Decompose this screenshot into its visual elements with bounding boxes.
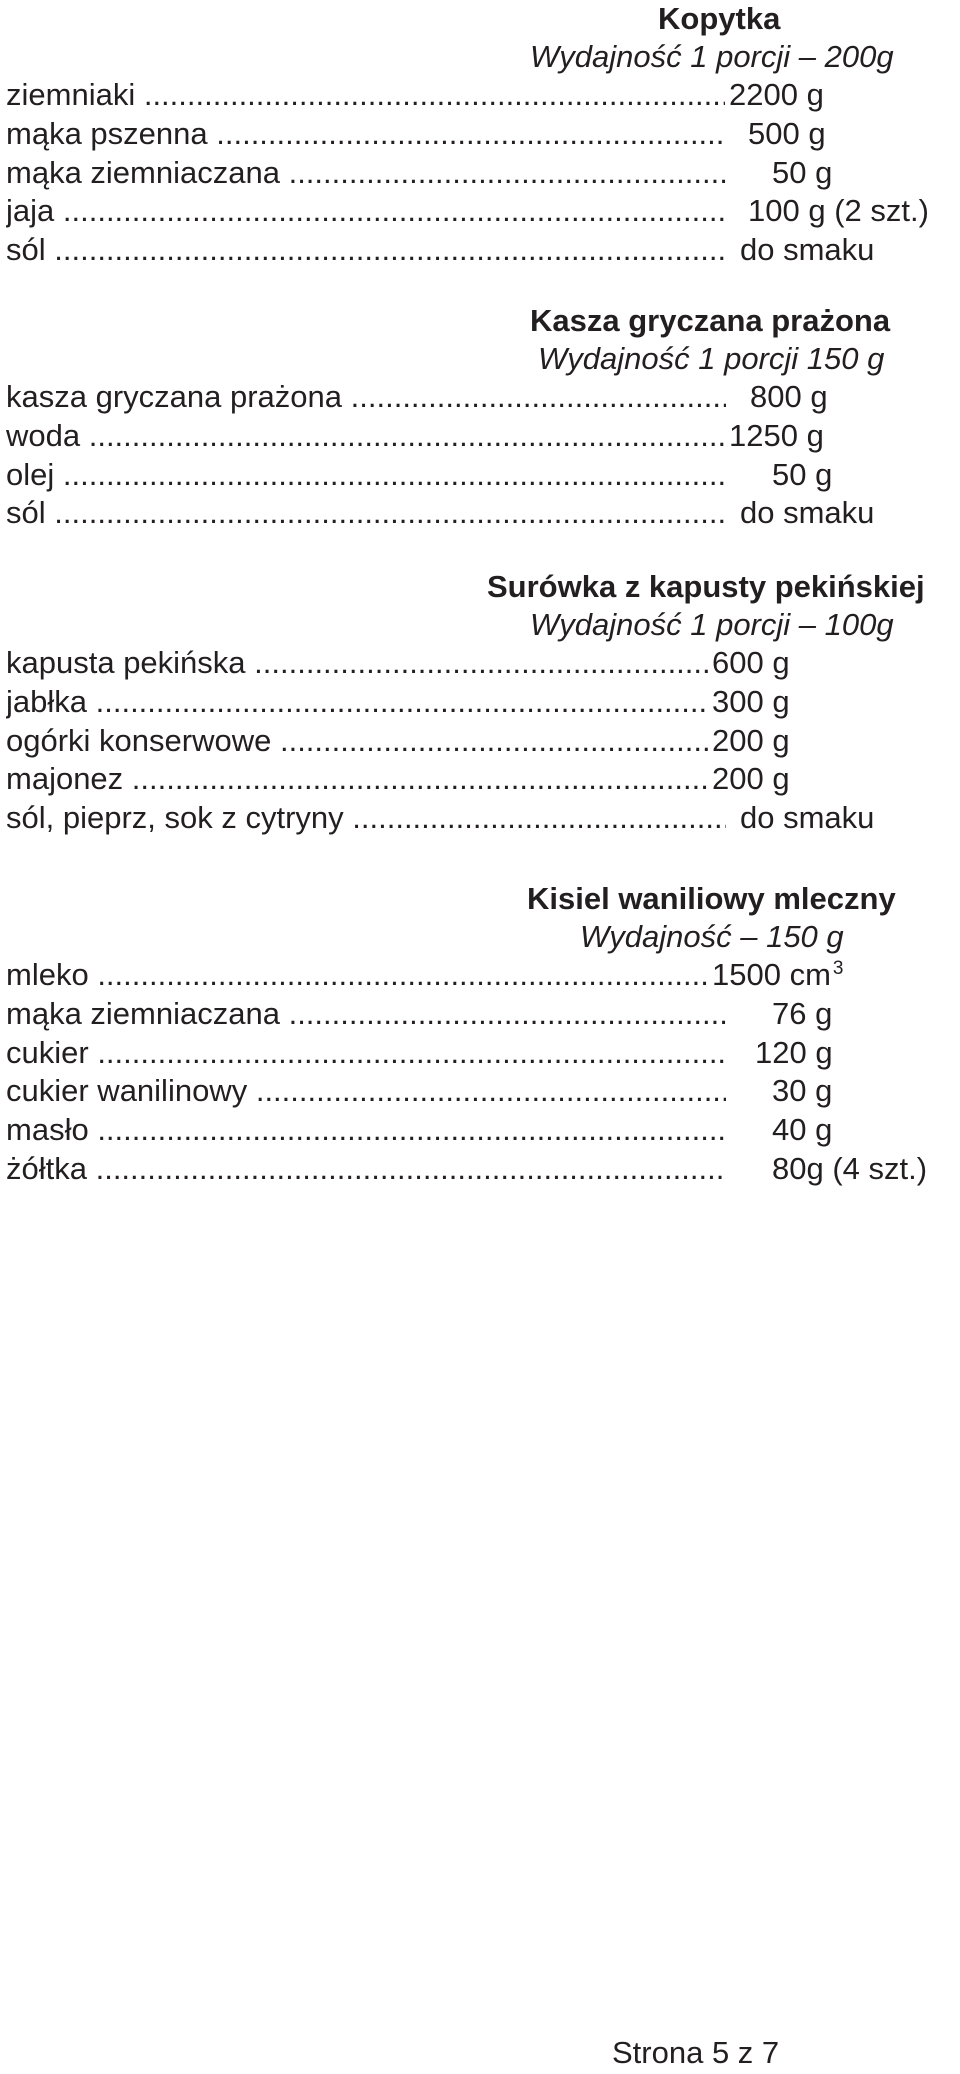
ingredient-quantity: 800 g — [746, 378, 828, 417]
recipe-title: Surówka z kapusty pekińskiej — [487, 569, 925, 604]
ingredient-name: kasza gryczana prażona ..... — [6, 378, 726, 417]
ingredient-quantity: 2200 g — [725, 76, 824, 115]
recipe-yield: Wydajność – 150 g — [580, 919, 844, 954]
recipe-kopytka — [6, 0, 956, 270]
recipe-kasza-gryczana — [6, 302, 956, 533]
ingredient-quantity: 120 g — [751, 1034, 833, 1073]
recipe-title: Kasza gryczana prażona — [530, 303, 891, 338]
ingredient-quantity: 600 g — [708, 644, 790, 683]
ingredient-row — [6, 683, 956, 722]
ingredient-quantity: 200 g — [708, 722, 790, 761]
ingredient-name: jaja ..... — [6, 192, 726, 231]
ingredient-quantity: do smaku — [736, 231, 874, 270]
ingredient-quantity: 300 g — [708, 683, 790, 722]
ingredient-name: mąka ziemniaczana ..... — [6, 995, 726, 1034]
ingredient-quantity: 50 g — [768, 154, 832, 193]
ingredient-row — [6, 76, 956, 115]
ingredient-quantity: 50 g — [768, 456, 832, 495]
ingredient-name: olej ..... — [6, 456, 726, 495]
ingredient-name: woda ..... — [6, 417, 726, 456]
ingredient-row — [6, 456, 956, 495]
recipe-kisiel — [6, 880, 956, 1189]
ingredient-name: mleko ..... — [6, 956, 726, 995]
ingredient-name: cukier wanilinowy ..... — [6, 1072, 726, 1111]
ingredient-row — [6, 231, 956, 270]
ingredient-name: żółtka ..... — [6, 1150, 726, 1189]
page-number: Strona 5 z 7 — [612, 2035, 780, 2070]
ingredient-quantity: do smaku — [736, 799, 874, 838]
ingredient-row — [6, 115, 956, 154]
ingredient-row — [6, 995, 956, 1034]
ingredient-name: cukier ..... — [6, 1034, 726, 1073]
superscript-exponent: 3 — [832, 958, 844, 979]
ingredient-row — [6, 722, 956, 761]
ingredient-name: kapusta pekińska ..... — [6, 644, 726, 683]
ingredient-row — [6, 956, 956, 995]
ingredient-quantity: 1500 cm $^3$ — [708, 956, 843, 995]
recipe-surowka — [6, 568, 956, 838]
ingredient-name: jabłka ..... — [6, 683, 726, 722]
ingredient-name: mąka pszenna ..... — [6, 115, 726, 154]
ingredient-row — [6, 1034, 956, 1073]
ingredient-row — [6, 760, 956, 799]
ingredient-row — [6, 192, 956, 231]
recipe-yield: Wydajność 1 porcji 150 g — [538, 341, 885, 376]
ingredient-quantity: 500 g — [744, 115, 826, 154]
ingredient-name: ogórki konserwowe ..... — [6, 722, 726, 761]
recipe-yield: Wydajność 1 porcji – 100g — [530, 607, 894, 642]
ingredient-name: ziemniaki ..... — [6, 76, 726, 115]
ingredient-row — [6, 378, 956, 417]
ingredient-name: majonez ..... — [6, 760, 726, 799]
ingredient-row — [6, 799, 956, 838]
ingredient-quantity: 80g (4 szt.) — [768, 1150, 927, 1189]
ingredient-row — [6, 1150, 956, 1189]
ingredient-quantity: 100 g (2 szt.) — [744, 192, 929, 231]
ingredient-row — [6, 494, 956, 533]
recipe-yield: Wydajność 1 porcji – 200g — [530, 39, 894, 74]
recipe-title: Kopytka — [658, 1, 781, 36]
ingredient-quantity: do smaku — [736, 494, 874, 533]
ingredient-row — [6, 154, 956, 193]
ingredient-name: sól, pieprz, sok z cytryny ..... — [6, 799, 726, 838]
ingredient-quantity: 76 g — [768, 995, 832, 1034]
ingredient-quantity: 200 g — [708, 760, 790, 799]
ingredient-row — [6, 1111, 956, 1150]
ingredient-quantity: 30 g — [768, 1072, 832, 1111]
ingredient-name: sól ..... — [6, 231, 726, 270]
ingredient-name: mąka ziemniaczana ..... — [6, 154, 726, 193]
ingredient-name: sól ..... — [6, 494, 726, 533]
ingredient-name: masło ..... — [6, 1111, 726, 1150]
recipe-title: Kisiel waniliowy mleczny — [527, 881, 896, 916]
ingredient-row — [6, 1072, 956, 1111]
ingredient-quantity: 40 g — [768, 1111, 832, 1150]
ingredient-row — [6, 417, 956, 456]
ingredient-row — [6, 644, 956, 683]
ingredient-quantity: 1250 g — [725, 417, 824, 456]
